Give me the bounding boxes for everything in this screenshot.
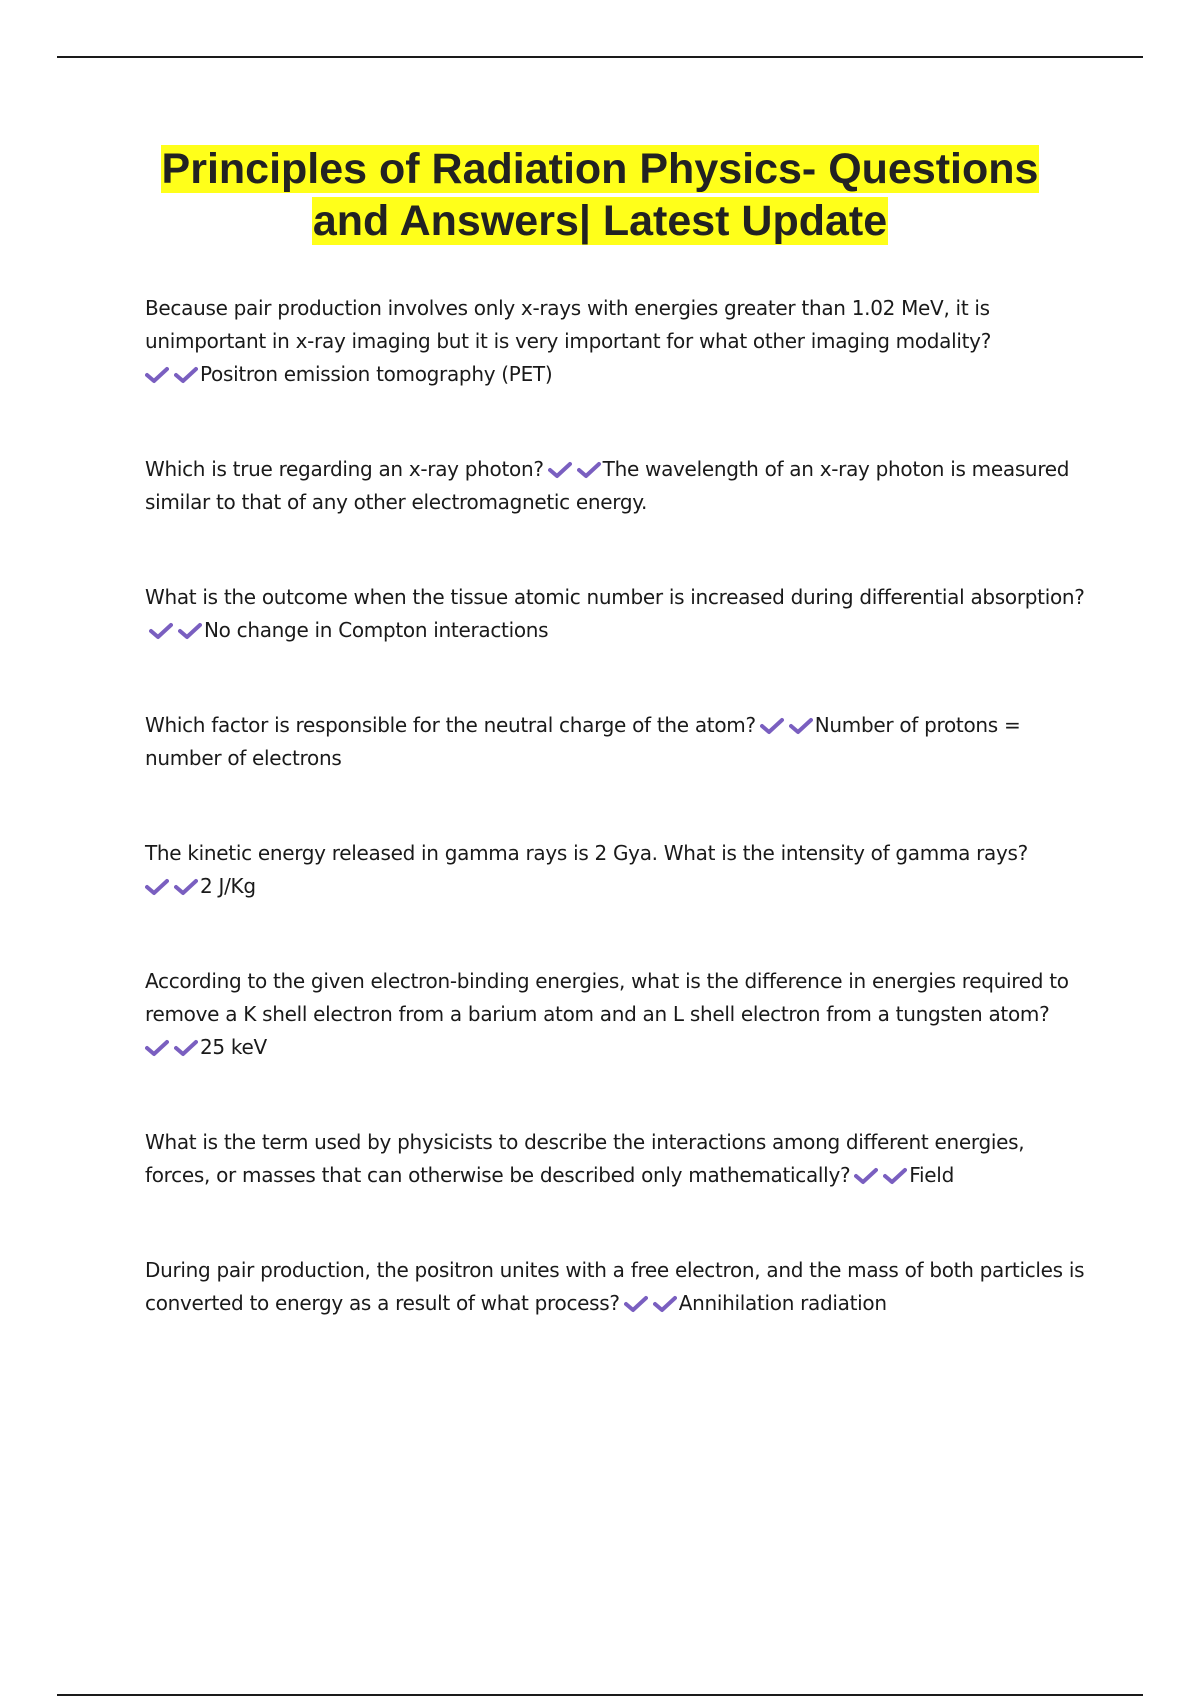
qa-item [145, 965, 1090, 1064]
answer-text: Annihilation radiation [678, 1291, 887, 1315]
answer-text: 25 keV [200, 1035, 267, 1059]
question-text: Which factor is responsible for the neutral charge of the atom? [145, 713, 756, 737]
check-icon [178, 622, 202, 640]
check-icon [577, 461, 601, 479]
qa-item [145, 709, 1090, 775]
check-icon [789, 717, 813, 735]
check-icon [174, 366, 198, 384]
answer-text: Field [909, 1163, 954, 1187]
check-icon [174, 878, 198, 896]
check-icon [145, 1039, 169, 1057]
check-icon [653, 1295, 677, 1313]
check-icon [174, 1039, 198, 1057]
answer-text: Number of protons = number of electrons [145, 713, 1021, 770]
qa-list [145, 292, 1090, 1320]
qa-item [145, 1254, 1090, 1320]
qa-item [145, 1126, 1090, 1192]
qa-item [145, 581, 1090, 647]
check-icon [548, 461, 572, 479]
qa-item [145, 453, 1090, 519]
question-text: What is the term used by physicists to describe the interactions among different energies, forces, or masses that can otherwise be described only mathematically? [145, 1130, 1025, 1187]
answer-text: Positron emission tomography (PET) [200, 362, 553, 386]
check-icon [854, 1167, 878, 1185]
qa-item [145, 292, 1090, 391]
check-icon [760, 717, 784, 735]
question-text: Because pair production involves only x-rays with energies greater than 1.02 MeV, it is unimportant in x-ray imaging but it is very important for what other imaging modality? [145, 296, 992, 353]
top-rule [57, 56, 1143, 58]
question-text: During pair production, the positron unites with a free electron, and the mass of both particles is converted to energy as a result of what process? [145, 1258, 1085, 1315]
title-line-1: Principles of Radiation Physics- Questions [161, 145, 1039, 193]
check-icon [624, 1295, 648, 1313]
title-line-2: and Answers| Latest Update [312, 197, 888, 245]
bottom-rule [57, 1694, 1143, 1696]
check-icon [145, 366, 169, 384]
question-text: What is the outcome when the tissue atomic number is increased during differential absorption? [145, 585, 1085, 609]
check-icon [145, 878, 169, 896]
check-icon [883, 1167, 907, 1185]
question-text: Which is true regarding an x-ray photon? [145, 457, 544, 481]
answer-text: No change in Compton interactions [204, 618, 549, 642]
answer-text: 2 J/Kg [200, 874, 256, 898]
answer-text: The wavelength of an x-ray photon is measured similar to that of any other electromagnetic energy. [145, 457, 1070, 514]
page-title [100, 143, 1100, 247]
question-text: The kinetic energy released in gamma rays is 2 Gya. What is the intensity of gamma rays? [145, 841, 1028, 865]
qa-item [145, 837, 1090, 903]
question-text: According to the given electron-binding energies, what is the difference in energies required to remove a K shell electron from a barium atom and an L shell electron from a tungsten atom? [145, 969, 1069, 1026]
check-icon [149, 622, 173, 640]
